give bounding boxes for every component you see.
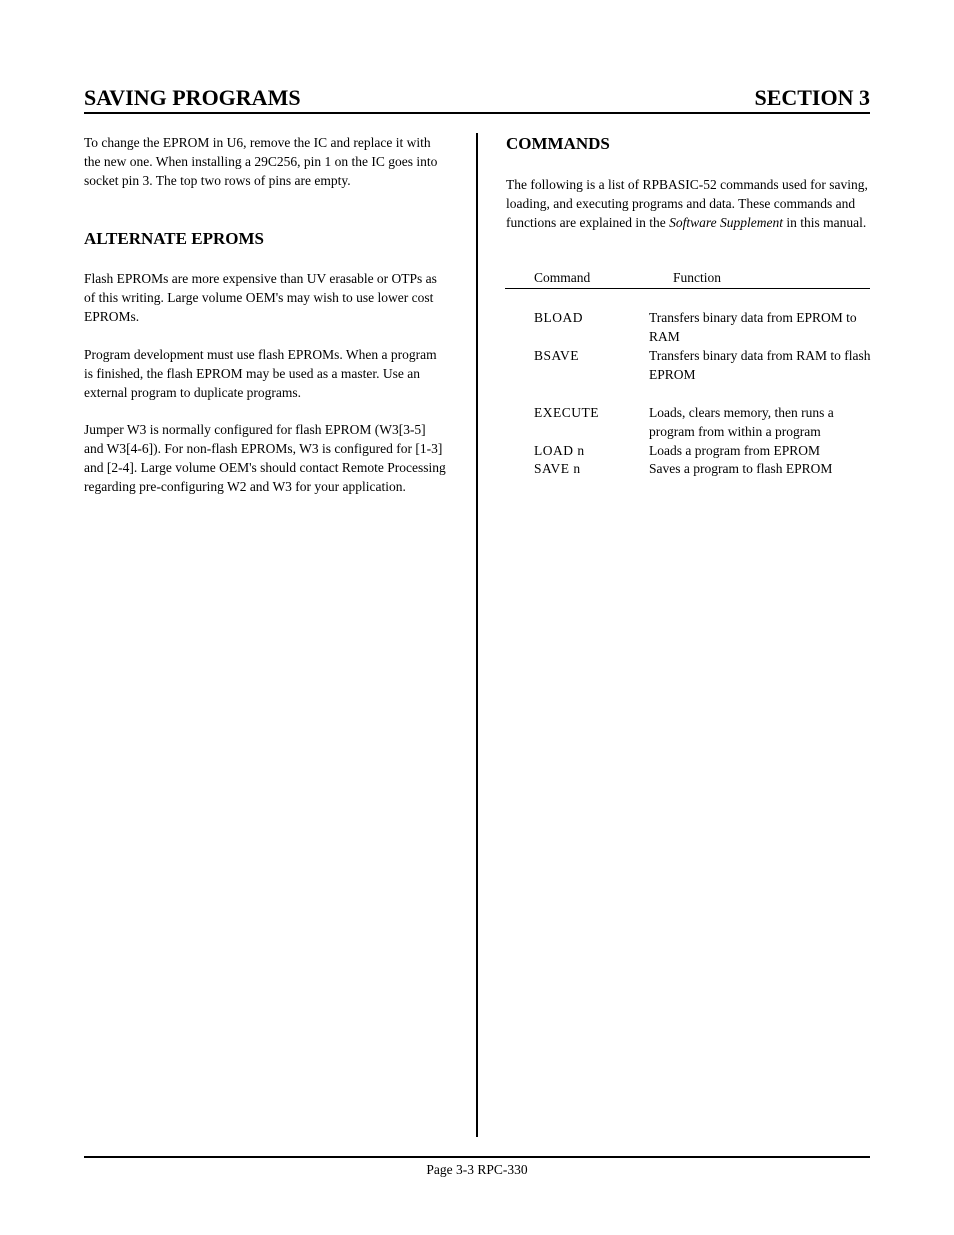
column-header-command: Command [534, 270, 591, 285]
command-name: SAVE n [534, 461, 581, 476]
flash-cost-paragraph: Flash EPROMs are more expensive than UV erasable or OTPs as of this writing. Large volume OEM's may wish to use lower cost EPROMs. [84, 271, 437, 324]
program-development-paragraph: Program development must use flash EPROMs. When a program is finished, the flash EPROM may be used as a master. Use an external program to duplicate programs. [84, 347, 437, 400]
column-header-function: Function [673, 270, 722, 285]
software-supplement-reference: Software Supplement [669, 215, 783, 230]
column-divider [476, 133, 478, 1137]
alternate-eproms-heading: ALTERNATE EPROMS [84, 229, 264, 248]
jumper-paragraph: Jumper W3 is normally configured for flash EPROM (W3[3-5] and W3[4-6]). For non-flash EPROMs, W3 is configured for [1-3] and [2-4]. Large volume OEM's should contact Remote Processing regarding pre-configuring W2 and W3 for your application. [84, 422, 446, 494]
commands-heading: COMMANDS [506, 134, 610, 153]
page-title: SAVING PROGRAMS [84, 85, 301, 110]
table-header-rule [505, 288, 870, 289]
command-function: Loads a program from EPROM [649, 443, 820, 458]
commands-intro-paragraph [506, 175, 870, 232]
command-name: LOAD n [534, 443, 585, 458]
command-name: BLOAD [534, 310, 583, 325]
footer-rule [84, 1156, 870, 1158]
commands-intro-text: The following is a list of RPBASIC-52 commands used for saving, loading, and executing programs and data. These commands and functions are explained in the [506, 177, 868, 230]
command-function: Transfers binary data from EPROM to RAM [649, 310, 857, 344]
command-name: BSAVE [534, 348, 580, 363]
section-label: SECTION 3 [754, 85, 870, 110]
intro-paragraph: To change the EPROM in U6, remove the IC and replace it with the new one. When installing a 29C256, pin 1 on the IC goes into socket pin 3. The top two rows of pins are empty. [84, 135, 438, 188]
page-footer: Page 3-3 RPC-330 [426, 1162, 528, 1177]
commands-intro-tail: in this manual. [782, 215, 867, 230]
command-function: Loads, clears memory, then runs a program from within a program [649, 405, 834, 439]
command-function: Saves a program to flash EPROM [649, 461, 833, 476]
command-function: Transfers binary data from RAM to flash EPROM [649, 348, 871, 382]
command-name: EXECUTE [534, 405, 599, 420]
header-rule [84, 112, 870, 114]
